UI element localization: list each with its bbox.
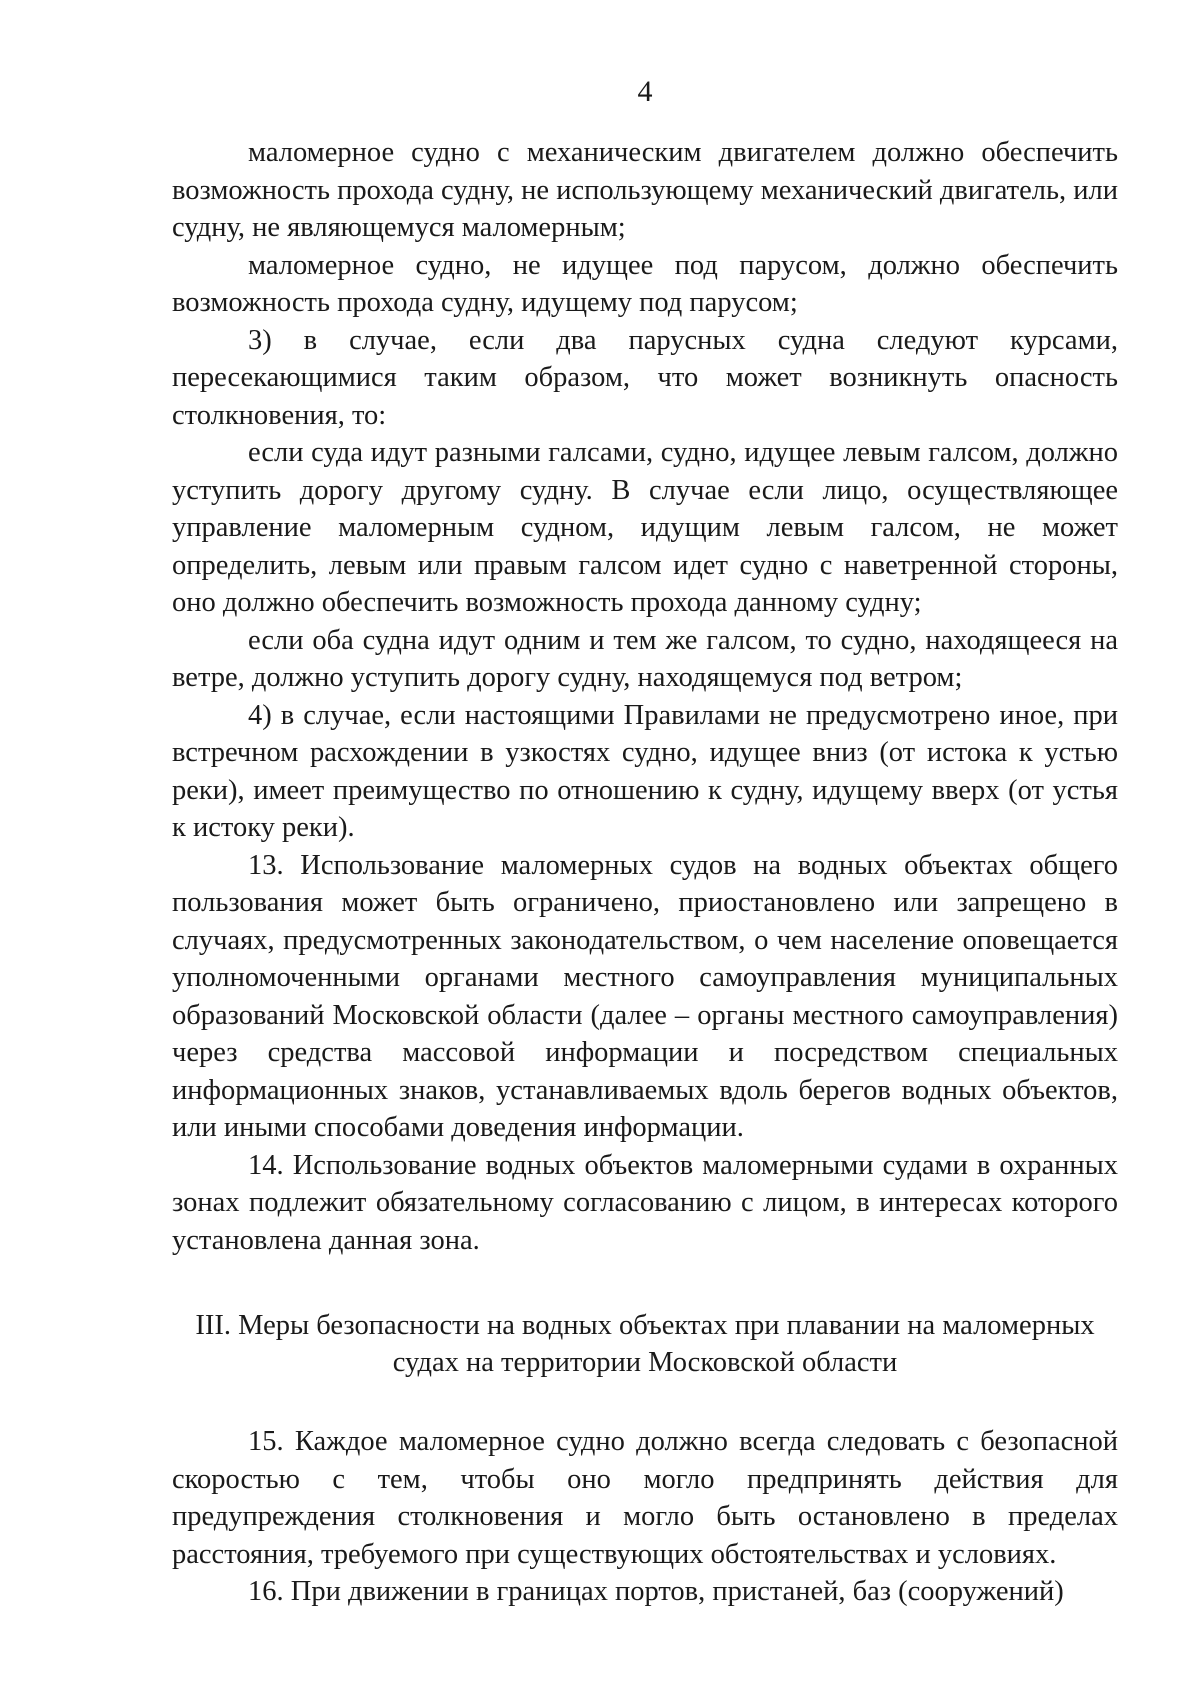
paragraph: 4) в случае, если настоящими Правилами не предусмотрено иное, при встречном расхождении в узкостях судно, идущее вниз (от истока к устью реки), имеет преимущество по отношению к судну, идущему вверх (от устья к истоку реки). <box>172 699 1118 843</box>
document-body <box>172 134 1118 1611</box>
section-heading <box>172 1307 1118 1381</box>
page-number: 4 <box>637 75 653 108</box>
paragraph-item-15: 15. Каждое маломерное судно должно всегда следовать с безопасной скоростью с тем, чтобы оно могло предпринять действия для предупреждения столкновения и могло быть остановлено в пределах расстояния, требуемого при существующих обстоятельствах и условиях. <box>172 1426 1118 1570</box>
paragraph-item-14: 14. Использование водных объектов маломерными судами в охранных зонах подлежит обязательному согласованию с лицом, в интересах которого установлена данная зона. <box>172 1149 1118 1256</box>
paragraph: если оба судна идут одним и тем же галсом, то судно, находящееся на ветре, должно уступить дорогу судну, находящемуся под ветром; <box>172 624 1118 693</box>
paragraph: 3) в случае, если два парусных судна следуют курсами, пересекающимися таким образом, что может возникнуть опасность столкновения, то: <box>172 324 1118 431</box>
paragraph-item-16: 16. При движении в границах портов, пристаней, баз (сооружений) <box>248 1576 1064 1607</box>
paragraph-item-13: 13. Использование маломерных судов на водных объектах общего пользования может быть ограничено, приостановлено или запрещено в случаях, предусмотренных законодательством, о чем население оповещается уполномоченными органами местного самоуправления муниципальных образований Московской области (далее – органы местного самоуправления) через средства массовой информации и посредством специальных информационных знаков, устанавливаемых вдоль берегов водных объектов, или иными способами доведения информации. <box>172 849 1118 1143</box>
paragraph: маломерное судно, не идущее под парусом, должно обеспечить возможность прохода судну, идущему под парусом; <box>172 249 1118 318</box>
paragraph: если суда идут разными галсами, судно, идущее левым галсом, должно уступить дорогу другому судну. В случае если лицо, осуществляющее управление маломерным судном, идущим левым галсом, не может определить, левым или правым галсом идет судно с наветренной стороны, оно должно обеспечить возможность прохода данному судну; <box>172 437 1118 618</box>
section-heading-line-2: судах на территории Московской области <box>392 1347 898 1378</box>
section-heading-line-1: III. Меры безопасности на водных объектах при плавании на маломерных <box>195 1310 1095 1341</box>
paragraph: маломерное судно с механическим двигателем должно обеспечить возможность прохода судну, не использующему механический двигатель, или судну, не являющемуся маломерным; <box>172 137 1118 243</box>
